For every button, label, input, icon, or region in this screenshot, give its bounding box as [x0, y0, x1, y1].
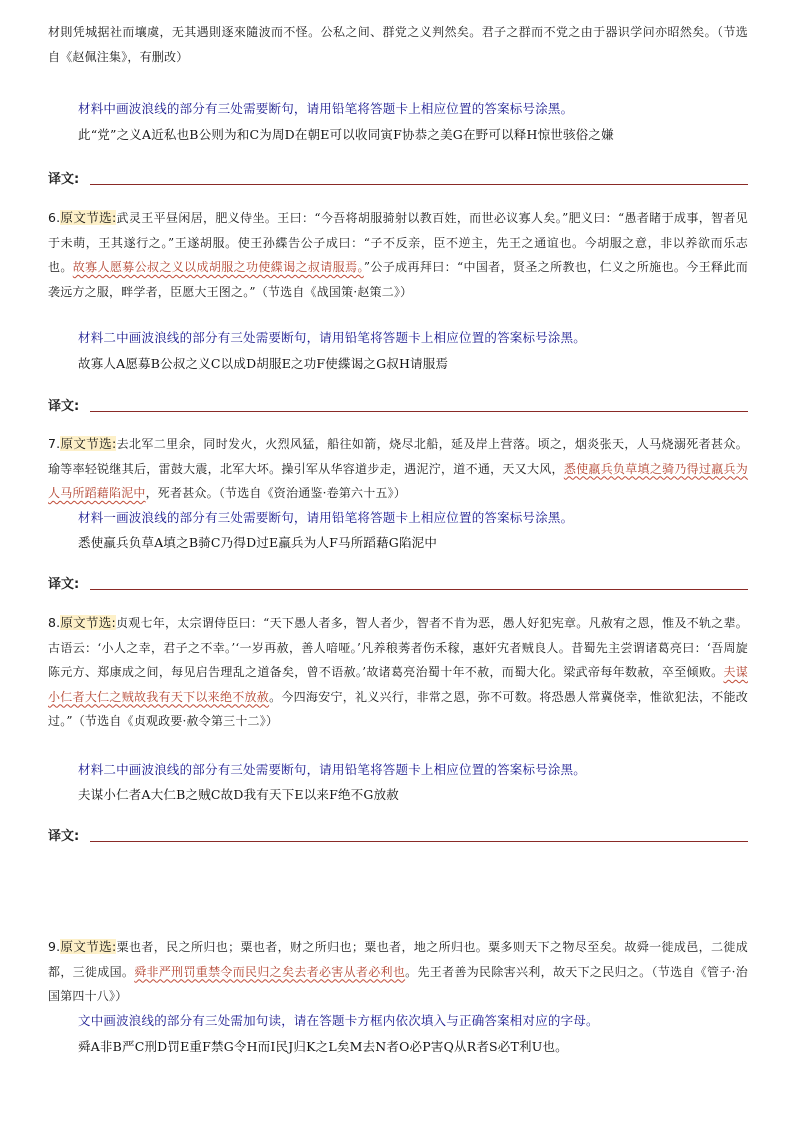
- question-6-instruction: 材料二中画波浪线的部分有三处需要断句，请用铅笔将答题卡上相应位置的答案标号涂黑。: [78, 330, 587, 345]
- question-9-instruction: 文中画波浪线的部分有三处需加句读，请在答题卡方框内依次填入与正确答案相对应的字母。: [78, 1013, 599, 1028]
- question-number: 7.: [48, 436, 61, 451]
- question-number: 8.: [48, 615, 61, 630]
- translation-field-7[interactable]: [48, 573, 748, 593]
- source-label: 原文节选:: [60, 615, 116, 630]
- source-label: 原文节选:: [60, 210, 117, 225]
- translation-field-1[interactable]: [48, 168, 748, 188]
- question-6-passage: 6.原文节选:武灵王平昼闲居，肥义侍坐。王曰：“今吾将胡服骑射以教百姓，而世必议寡人矣。”肥义曰：“愚者睹于成事，智者见于未萌，王其遂行之。”王遂胡服。使王孙緤告公子成曰：“子不反亲，臣不逆主，先王之通谊也。今胡服之意，非以养欲而乐志也。故寡人愿募公叔之义以成胡服之功使緤谒之叔请服焉。”公子成再拜曰：“中国者，贤圣之所教也，仁义之所施也。今王释此而袭远方之服，畔学者，臣愿大王图之。”（节选自《战国策·赵策二》）: [48, 210, 748, 299]
- question-9-passage: 9.原文节选:粟也者，民之所归也；粟也者，财之所归也；粟也者，地之所归也。粟多则天下之物尽至矣。故舜一徙成邑，二徙成都，三徙成国。舜非严刑罚重禁令而民归之矣去者必害从者必利也。先王者善为民除害兴利，故天下之民归之。（节选自《管子·治国第四十八》）: [48, 939, 748, 1003]
- question-number: 6.: [48, 210, 61, 225]
- question-8-instruction: 材料二中画波浪线的部分有三处需要断句，请用铅笔将答题卡上相应位置的答案标号涂黑。: [78, 762, 587, 777]
- wavy-underlined-text: 舜非严刑罚重禁令而民归之矣去者必害从者必利也: [134, 964, 406, 979]
- wavy-underlined-text: 悉使羸兵负草填之骑乃得过羸兵为人马所蹈藉陷泥中: [48, 461, 748, 500]
- question-7-options: 悉使羸兵负草A填之B骑C乃得D过E羸兵为人F马所蹈藉G陷泥中: [78, 535, 438, 550]
- translation-label: 译文:: [48, 577, 80, 592]
- intro-passage: 材則凭城据社而壤虞，无其遇則逐來隨波而不怪。公私之间、群党之义判然矣。君子之群而不党之由于器识学问亦昭然矣。（节选自《赵佩注集》，有删改）: [48, 25, 748, 64]
- translation-label: 译文:: [48, 399, 80, 414]
- answer-line[interactable]: [90, 589, 748, 590]
- wavy-underlined-text: 夫谋小仁者大仁之贼故我有天下以来绝不放赦: [48, 665, 748, 704]
- answer-line[interactable]: [90, 411, 748, 412]
- source-label: 原文节选:: [60, 939, 117, 954]
- question-8-options: 夫谋小仁者A大仁B之贼C故D我有天下E以来F绝不G放赦: [78, 787, 399, 802]
- wavy-underlined-text: 故寡人愿募公叔之义以成胡服之功使緤谒之叔请服焉。: [72, 260, 364, 274]
- answer-line[interactable]: [90, 841, 748, 842]
- question-7-instruction: 材料一画波浪线的部分有三处需要断句，请用铅笔将答题卡上相应位置的答案标号涂黑。: [78, 510, 574, 525]
- intro-instruction: 材料中画波浪线的部分有三处需要断句，请用铅笔将答题卡上相应位置的答案标号涂黑。: [78, 101, 574, 116]
- translation-field-8[interactable]: [48, 825, 748, 845]
- question-8-passage: 8.原文节选:贞观七年，太宗谓侍臣曰：“天下愚人者多，智人者少，智者不肯为恶，愚人好犯宪章。凡赦宥之恩，惟及不轨之辈。古语云：‘小人之幸，君子之不幸。’‘一岁再赦，善人喑哑。’凡养稂莠者伤禾稼，惠奸宄者贼良人。昔蜀先主尝谓诸葛亮曰：‘吾周旋陈元方、郑康成之间，每见启告理乱之道备矣，曾不语赦。’故诸葛亮治蜀十年不赦，而蜀大化。梁武帝每年数赦，卒至倾败。夫谋小仁者大仁之贼故我有天下以来绝不放赦。今四海安宁，礼义兴行，非常之恩，弥不可数。将恐愚人常冀侥幸，惟欲犯法，不能改过。”（节选自《贞观政要·赦令第三十二》）: [48, 615, 748, 728]
- source-label: 原文节选:: [60, 436, 117, 451]
- translation-label: 译文:: [48, 829, 80, 844]
- intro-options: 此“党”之义A近私也B公则为和C为周D在朝E可以收同寅F协恭之美G在野可以释H惊世骇俗之嫌: [78, 127, 614, 142]
- answer-line[interactable]: [90, 184, 748, 185]
- question-6-options: 故寡人A愿募B公叔之义C以成D胡服E之功F使緤谒之G叔H请服焉: [78, 356, 449, 371]
- question-number: 9.: [48, 939, 61, 954]
- question-9-options: 舜A非B严C刑D罚E重F禁G令H而I民J归K之L矣M去N者O必P害Q从R者S必T利U也。: [78, 1039, 568, 1054]
- translation-field-6[interactable]: [48, 395, 748, 415]
- question-7-passage: 7.原文节选:去北军二里余，同时发火，火烈风猛，船往如箭，烧尽北船，延及岸上营落。顷之，烟炎张天，人马烧溺死者甚众。瑜等率轻锐继其后，雷鼓大震，北军大坏。操引军从华容道步走，遇泥泞，道不通，天又大风，悉使羸兵负草填之骑乃得过羸兵为人马所蹈藉陷泥中，死者甚众。（节选自《资治通鉴·卷第六十五》）: [48, 436, 748, 500]
- translation-label: 译文:: [48, 172, 80, 187]
